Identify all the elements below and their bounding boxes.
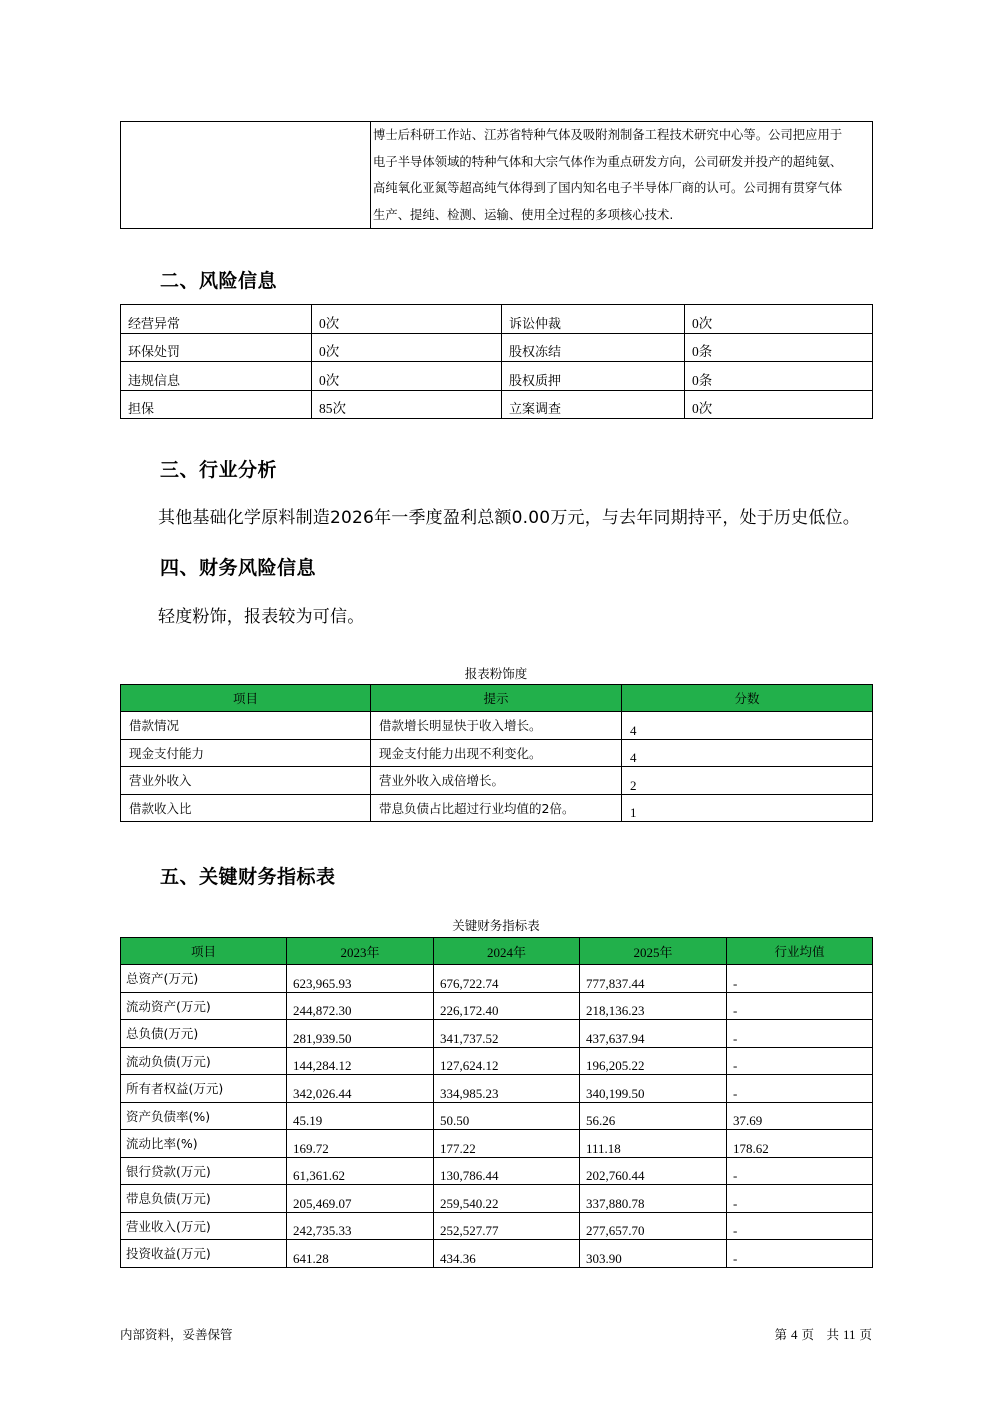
metric-label: 流动比率(%) [121,1130,287,1158]
risk-info-heading: 二、风险信息 [160,270,278,292]
key-financial-row [121,1047,873,1075]
metric-industry-avg: 37.69 [727,1102,873,1130]
key-financial-row [121,1020,873,1048]
metric-value-2025: 437,637.94 [580,1020,727,1048]
metric-industry-avg: - [727,992,873,1020]
risk-label: 股权质押 [502,362,685,391]
intro-text-cell [371,122,873,229]
metric-value-2024: 127,624.12 [434,1047,580,1075]
metric-label: 资产负债率(%) [121,1102,287,1130]
risk-value: 0次 [312,305,502,334]
metric-industry-avg: - [727,1020,873,1048]
risk-label: 担保 [121,390,312,419]
risk-row [121,333,873,362]
risk-value: 85次 [312,390,502,419]
metric-value-2024: 434.36 [434,1240,580,1268]
key-financial-row [121,1157,873,1185]
metric-value-2024: 177.22 [434,1130,580,1158]
column-header: 项目 [121,938,287,965]
risk-value: 0次 [312,362,502,391]
metric-value-2023: 242,735.33 [287,1212,434,1240]
metric-industry-avg: - [727,1185,873,1213]
risk-value: 0条 [685,333,873,362]
whitewash-table [120,684,873,822]
footer-confidential-note: 内部资料，妥善保管 [120,1327,233,1342]
metric-value-2025: 202,760.44 [580,1157,727,1185]
page-current: 4 [790,1327,798,1342]
whitewash-row [121,712,873,740]
key-financial-row [121,1212,873,1240]
metric-industry-avg: 178.62 [727,1130,873,1158]
metric-value-2025: 277,657.70 [580,1212,727,1240]
page-total: 11 [842,1327,856,1342]
key-financial-row [121,965,873,993]
key-financial-row [121,1185,873,1213]
metric-label: 所有者权益(万元) [121,1075,287,1103]
metric-industry-avg: - [727,1075,873,1103]
risk-label: 立案调查 [502,390,685,419]
metric-value-2025: 337,880.78 [580,1185,727,1213]
column-header: 分数 [622,685,873,712]
key-financial-row [121,992,873,1020]
key-financial-table-caption: 关键财务指标表 [452,918,540,933]
key-financial-row [121,1102,873,1130]
whitewash-hint: 借款增长明显快于收入增长。 [371,712,622,740]
metric-industry-avg: - [727,1212,873,1240]
risk-label: 诉讼仲裁 [502,305,685,334]
whitewash-score: 2 [622,767,873,795]
page-prefix: 第 [774,1327,787,1342]
metric-value-2025: 111.18 [580,1130,727,1158]
intro-line: 生产、提纯、检测、运输、使用全过程的多项核心技术. [373,207,674,222]
metric-value-2025: 196,205.22 [580,1047,727,1075]
risk-row [121,390,873,419]
metric-value-2023: 205,469.07 [287,1185,434,1213]
metric-label: 带息负债(万元) [121,1185,287,1213]
column-header: 提示 [371,685,622,712]
metric-value-2023: 623,965.93 [287,965,434,993]
intro-label-cell [121,122,371,229]
key-financial-heading: 五、关键财务指标表 [160,866,336,888]
intro-line: 博士后科研工作站、江苏省特种气体及吸附剂制备工程技术研究中心等。公司把应用于 [373,128,843,142]
metric-value-2025: 218,136.23 [580,992,727,1020]
metric-value-2025: 777,837.44 [580,965,727,993]
whitewash-item: 现金支付能力 [121,739,371,767]
metric-industry-avg: - [727,1240,873,1268]
key-financial-row [121,1075,873,1103]
metric-value-2023: 61,361.62 [287,1157,434,1185]
whitewash-table-caption: 报表粉饰度 [464,666,528,681]
whitewash-hint: 营业外收入成倍增长。 [371,767,622,795]
metric-value-2024: 676,722.74 [434,965,580,993]
metric-label: 总资产(万元) [121,965,287,993]
financial-risk-heading: 四、财务风险信息 [160,557,317,579]
metric-label: 流动负债(万元) [121,1047,287,1075]
column-header: 2025年 [580,938,727,965]
metric-value-2023: 144,284.12 [287,1047,434,1075]
column-header: 项目 [121,685,371,712]
metric-value-2024: 341,737.52 [434,1020,580,1048]
key-financial-table [120,937,873,1268]
metric-label: 投资收益(万元) [121,1240,287,1268]
column-header: 2024年 [434,938,580,965]
whitewash-score: 4 [622,712,873,740]
key-financial-row [121,1240,873,1268]
whitewash-row [121,739,873,767]
whitewash-item: 营业外收入 [121,767,371,795]
column-header: 2023年 [287,938,434,965]
industry-analysis-heading: 三、行业分析 [160,459,278,481]
risk-label: 违规信息 [121,362,312,391]
risk-value: 0次 [312,333,502,362]
metric-value-2024: 259,540.22 [434,1185,580,1213]
metric-label: 银行贷款(万元) [121,1157,287,1185]
whitewash-item: 借款情况 [121,712,371,740]
risk-label: 股权冻结 [502,333,685,362]
risk-row [121,305,873,334]
risk-label: 经营异常 [121,305,312,334]
metric-label: 总负债(万元) [121,1020,287,1048]
metric-value-2023: 281,939.50 [287,1020,434,1048]
whitewash-item: 借款收入比 [121,794,371,822]
risk-value: 0次 [685,305,873,334]
whitewash-row [121,767,873,795]
risk-row [121,362,873,391]
metric-label: 流动资产(万元) [121,992,287,1020]
company-intro-row [121,122,873,229]
whitewash-header-row [121,685,873,712]
risk-value: 0次 [685,390,873,419]
metric-value-2024: 252,527.77 [434,1212,580,1240]
metric-value-2024: 130,786.44 [434,1157,580,1185]
metric-label: 营业收入(万元) [121,1212,287,1240]
metric-value-2025: 56.26 [580,1102,727,1130]
risk-value: 0条 [685,362,873,391]
page-suffix: 页 [859,1327,872,1342]
intro-line: 电子半导体领域的特种气体和大宗气体作为重点研发方向，公司研发并投产的超纯氨、 [373,154,843,169]
intro-line: 高纯氧化亚氮等超高纯气体得到了国内知名电子半导体厂商的认可。公司拥有贯穿气体 [373,181,843,195]
metric-industry-avg: - [727,965,873,993]
key-financial-row [121,1130,873,1158]
whitewash-score: 4 [622,739,873,767]
page-mid: 页 共 [801,1327,839,1342]
metric-value-2023: 244,872.30 [287,992,434,1020]
metric-value-2023: 342,026.44 [287,1075,434,1103]
company-intro-table [120,121,873,229]
metric-value-2025: 340,199.50 [580,1075,727,1103]
whitewash-hint: 带息负债占比超过行业均值的2倍。 [371,794,622,822]
whitewash-hint: 现金支付能力出现不利变化。 [371,739,622,767]
whitewash-score: 1 [622,794,873,822]
financial-risk-text: 轻度粉饰，报表较为可信。 [158,607,365,627]
metric-value-2025: 303.90 [580,1240,727,1268]
metric-value-2024: 334,985.23 [434,1075,580,1103]
column-header: 行业均值 [727,938,873,965]
metric-industry-avg: - [727,1157,873,1185]
metric-value-2024: 50.50 [434,1102,580,1130]
metric-industry-avg: - [727,1047,873,1075]
whitewash-row [121,794,873,822]
metric-value-2023: 45.19 [287,1102,434,1130]
risk-info-table [120,304,873,419]
metric-value-2023: 641.28 [287,1240,434,1268]
footer-page-number [774,1325,872,1343]
industry-analysis-text: 其他基础化学原料制造2026年一季度盈利总额0.00万元，与去年同期持平，处于历史低位。 [158,508,860,528]
risk-label: 环保处罚 [121,333,312,362]
key-financial-header-row [121,938,873,965]
metric-value-2023: 169.72 [287,1130,434,1158]
metric-value-2024: 226,172.40 [434,992,580,1020]
